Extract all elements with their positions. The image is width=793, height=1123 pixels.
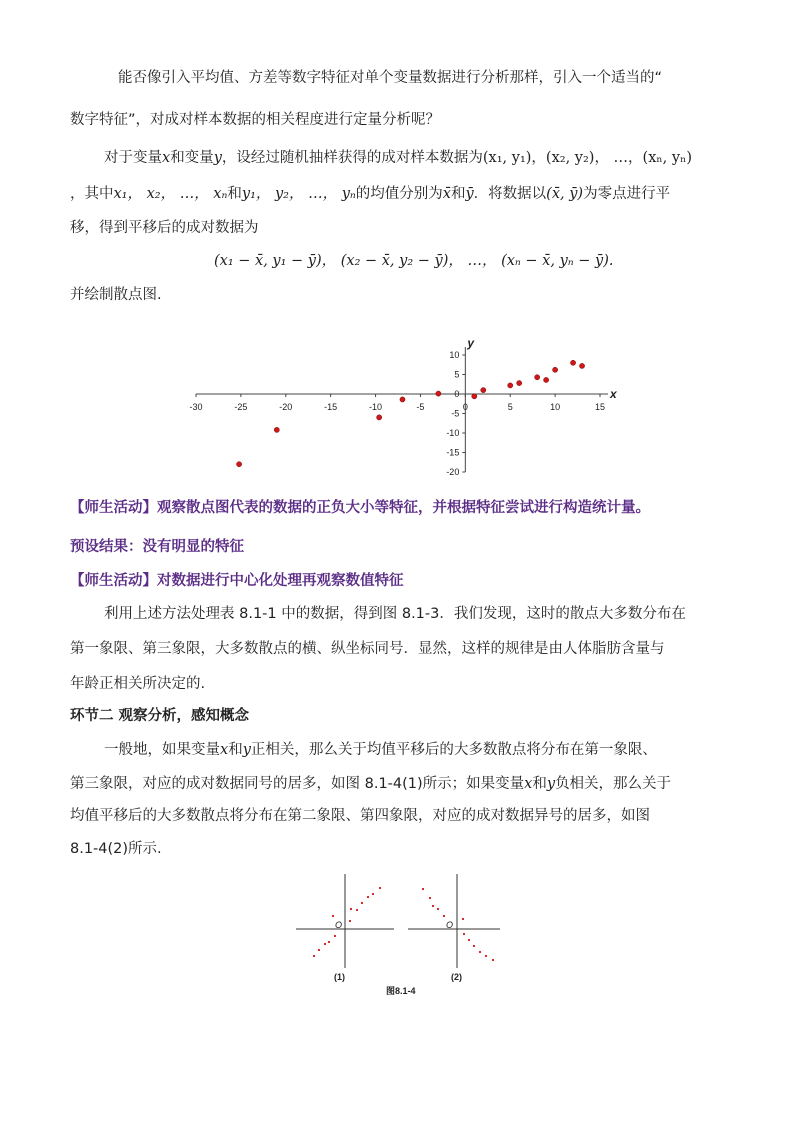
fig2-origin-label: O (446, 920, 454, 930)
x-tick-label: -5 (416, 402, 425, 412)
y-tick-label: -10 (446, 428, 460, 438)
fig2-point (462, 918, 464, 920)
fig1-point (328, 941, 330, 943)
fig1-point (332, 915, 334, 917)
fig1-point (334, 935, 336, 937)
scatter-chart (0, 335, 793, 485)
section-title: 环节二 观察分析，感知概念 (70, 708, 250, 724)
activity1: 【师生活动】观察散点图代表的数据的正负大小等特征，并根据特征尝试进行构造统计量。 (70, 500, 650, 516)
x-axis-label: x (610, 387, 617, 401)
y-tick-label: -20 (446, 467, 460, 477)
x-tick-label: 5 (507, 402, 513, 412)
x-tick-label: -10 (369, 402, 383, 412)
para2-line5: 并绘制散点图. (70, 287, 162, 303)
y-tick-label: -15 (446, 447, 460, 458)
para2-line1: 对于变量x和变量y，设经过随机抽样获得的成对样本数据为(x₁, y₁)，(x₂, y₂)， …，(xₙ, yₙ) (104, 150, 693, 166)
x-tick-label: -30 (189, 402, 203, 412)
data-point (377, 415, 382, 420)
para2-formula: (x₁ − x̄, y₁ − ȳ)， (x₂ − x̄, y₂ − ȳ)， …， (xₙ − x̄, yₙ − ȳ). (214, 253, 614, 269)
data-point (517, 380, 522, 385)
fig2-points (422, 888, 494, 961)
para4-line4: 8.1-4(2)所示. (70, 841, 162, 857)
fig2-point (492, 959, 494, 961)
fig2-point (468, 939, 470, 941)
fig2-point (473, 945, 475, 947)
fig2-point (485, 955, 487, 957)
figure-caption: 图8.1-4 (386, 986, 416, 996)
fig1-point (350, 908, 352, 910)
data-point (436, 391, 441, 396)
data-point (508, 383, 513, 388)
fig2-label: (2) (451, 972, 462, 982)
fig2-point (437, 908, 439, 910)
fig1-point (361, 902, 363, 904)
data-point (274, 427, 279, 432)
x-tick-label: 10 (550, 402, 561, 412)
fig1-point (367, 896, 369, 898)
fig2-point (432, 905, 434, 907)
fig1-point (372, 893, 374, 895)
x-tick-label: 15 (594, 402, 606, 412)
x-tick-label: -20 (279, 402, 293, 412)
fig1-label: (1) (334, 972, 345, 982)
data-point (400, 397, 405, 402)
fig1-point (349, 920, 351, 922)
data-point (553, 367, 558, 372)
fig2-point (463, 933, 465, 935)
x-tick-label: -25 (234, 402, 248, 412)
y-axis-label: y (467, 336, 475, 350)
data-point (481, 388, 486, 393)
fig1-point (318, 949, 320, 951)
x-tick-label: 0 (462, 402, 468, 412)
fig2-point (429, 897, 431, 899)
y-tick-label: 10 (449, 350, 460, 360)
fig1-point (379, 887, 381, 889)
y-tick-label: -5 (451, 408, 460, 419)
data-point (570, 360, 575, 365)
data-point (472, 394, 477, 399)
para1-line2: 数字特征”，对成对样本数据的相关程度进行定量分析呢？ (70, 112, 441, 128)
y-tick-label: 0 (454, 389, 460, 399)
data-point (544, 377, 549, 382)
y-tick-label: 5 (454, 369, 460, 380)
para2-line2: ，其中x₁， x₂， …， xₙ和y₁， y₂， …， yₙ的均值分别为x̄和ȳ．将数据以(x̄, ȳ)为零点进行平 (70, 186, 671, 202)
fig1-point (324, 943, 326, 945)
para3-line1: 利用上述方法处理表 8.1-1 中的数据，得到图 8.1-3．我们发现，这时的散点大多数分布在 (104, 606, 686, 622)
data-point (579, 363, 584, 368)
para4-line1: 一般地，如果变量x和y正相关，那么关于均值平移后的大多数散点将分布在第一象限、 (104, 742, 657, 758)
para2-line3: 移，得到平移后的成对数据为 (70, 220, 259, 236)
fig1-origin-label: O (335, 920, 343, 930)
fig1-points (313, 887, 381, 957)
data-point (535, 375, 540, 380)
x-tick-label: -15 (324, 402, 338, 412)
fig2-point (479, 951, 481, 953)
para1-line1: 能否像引入平均值、方差等数字特征对单个变量数据进行分析那样，引入一个适当的“ (118, 70, 663, 86)
fig1-point (356, 909, 358, 911)
fig1-point (313, 955, 315, 957)
activity2: 【师生活动】对数据进行中心化处理再观察数值特征 (70, 573, 404, 589)
para3-line3: 年龄正相关所决定的. (70, 676, 206, 692)
figure-8-1-4 (0, 868, 793, 1008)
para3-line2: 第一象限、第三象限，大多数散点的横、纵坐标同号．显然，这样的规律是由人体脂肪含量与 (70, 641, 665, 657)
para4-line3: 均值平移后的大多数散点将分布在第二象限、第四象限，对应的成对数据异号的居多，如图 (70, 808, 650, 824)
para4-line2: 第三象限，对应的成对数据同号的居多，如图 8.1-4(1)所示；如果变量x和y负相关，那么关于 (70, 776, 672, 792)
fig2-point (443, 915, 445, 917)
data-point (236, 462, 241, 467)
fig2-point (422, 888, 424, 890)
preset-result: 预设结果：没有明显的特征 (70, 539, 244, 555)
